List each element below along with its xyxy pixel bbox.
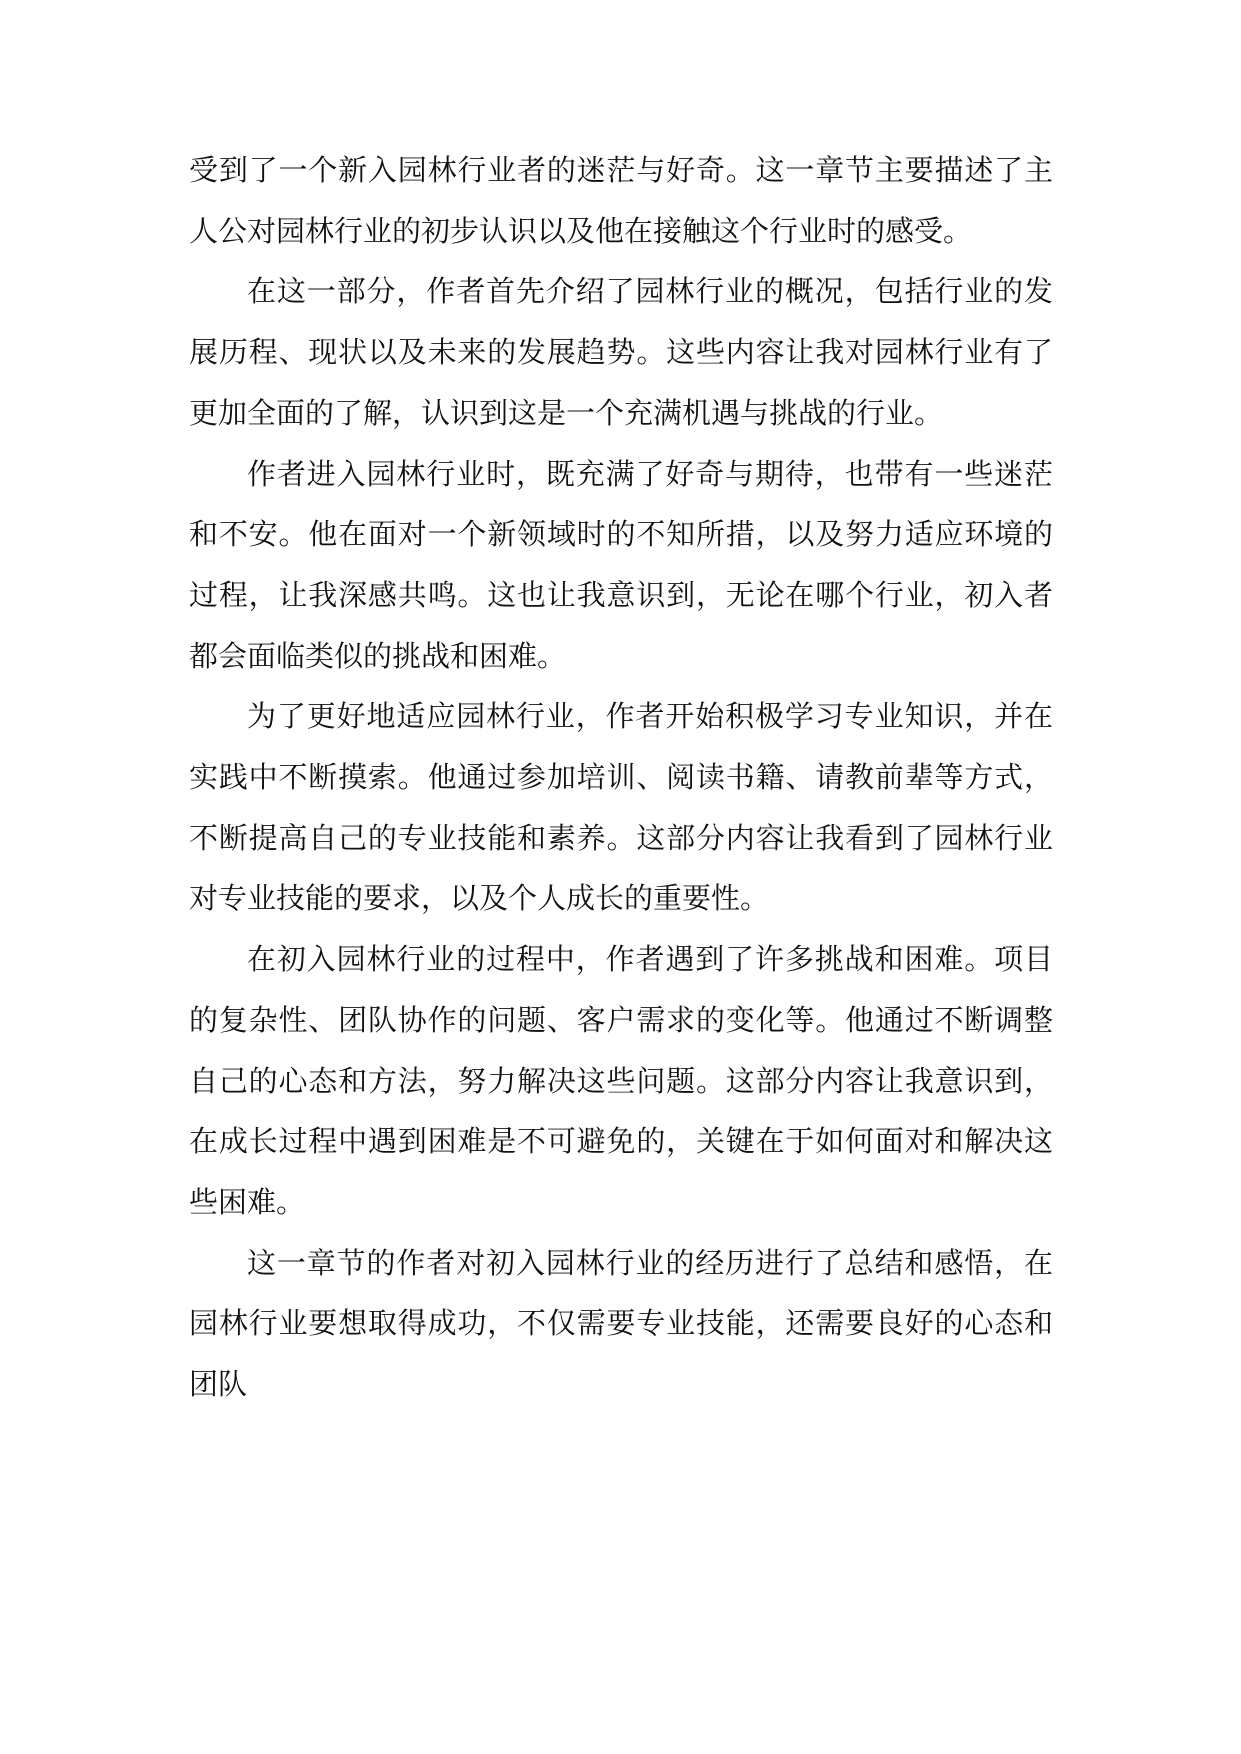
paragraph-1: 受到了一个新入园林行业者的迷茫与好奇。这一章节主要描述了主人公对园林行业的初步认识以及他在接触这个行业时的感受。: [189, 153, 1053, 248]
paragraph-4: 为了更好地适应园林行业，作者开始积极学习专业知识，并在实践中不断摸索。他通过参加培训、阅读书籍、请教前辈等方式，不断提高自己的专业技能和素养。这部分内容让我看到了园林行业对专业技能的要求，以及个人成长的重要性。: [189, 699, 1053, 916]
paragraph-5: 在初入园林行业的过程中，作者遇到了许多挑战和困难。项目的复杂性、团队协作的问题、客户需求的变化等。他通过不断调整自己的心态和方法，努力解决这些问题。这部分内容让我意识到，在成长过程中遇到困难是不可避免的，关键在于如何面对和解决这些困难。: [189, 942, 1053, 1219]
paragraph-6: 这一章节的作者对初入园林行业的经历进行了总结和感悟，在园林行业要想取得成功，不仅需要专业技能，还需要良好的心态和团队: [189, 1245, 1053, 1402]
paragraph-2: 在这一部分，作者首先介绍了园林行业的概况，包括行业的发展历程、现状以及未来的发展趋势。这些内容让我对园林行业有了更加全面的了解，认识到这是一个充满机遇与挑战的行业。: [189, 274, 1053, 430]
document-body: [189, 140, 1053, 1415]
paragraph-3: 作者进入园林行业时，既充满了好奇与期待，也带有一些迷茫和不安。他在面对一个新领域时的不知所措，以及努力适应环境的过程，让我深感共鸣。这也让我意识到，无论在哪个行业，初入者都会面临类似的挑战和困难。: [189, 456, 1053, 673]
